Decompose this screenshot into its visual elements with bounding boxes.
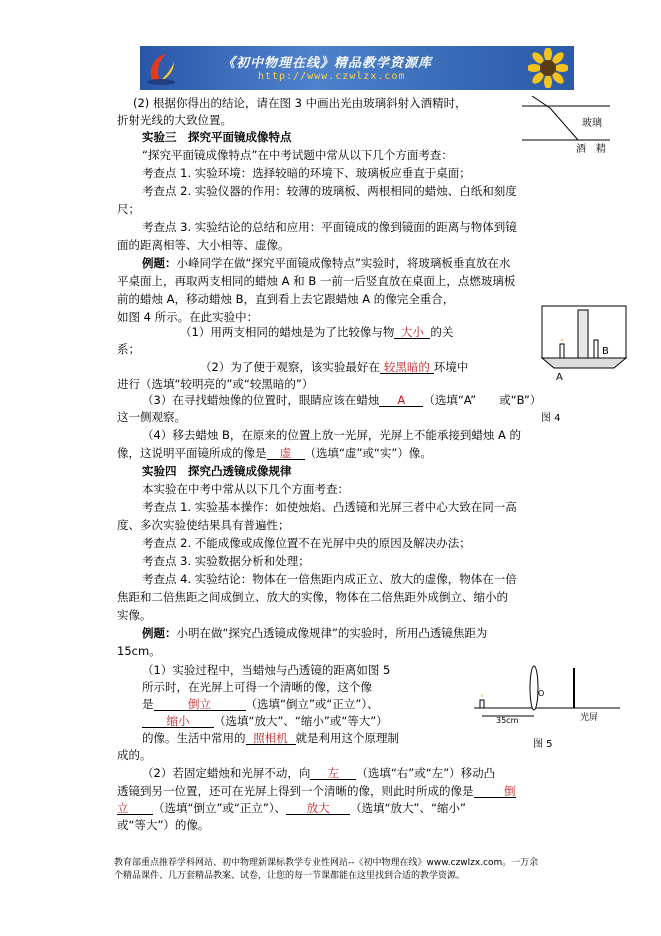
- text-line: 考查点 1. 实验基本操作：如使烛焰、凸透镜和光屏三者中心大致在同一高: [142, 500, 517, 514]
- text-span: 小明在做“探究凸透镜成像规律”的实验时，所用凸透镜焦距为: [176, 626, 488, 640]
- text-line: [142, 626, 487, 640]
- fig4-label-a: A: [556, 372, 563, 383]
- text-line: 考查点 4. 实验结论：物体在一倍焦距内成正立、放大的虚像，物体在一倍: [142, 572, 517, 586]
- answer-blank: 虚: [267, 447, 305, 460]
- text-line: “探究平面镜成像特点”在中考试题中常从以下几个方面考查：: [142, 148, 453, 162]
- text-span: 是: [142, 697, 154, 711]
- sunflower-icon: [528, 48, 568, 88]
- text-line: 焦距和二倍焦距之间成倒立、放大的实像，物体在二倍焦距外成倒立、缩小的: [117, 590, 508, 604]
- text-span: （3）在寻找蜡烛像的位置时，眼睛应该在蜡烛: [142, 393, 380, 407]
- text-line: 本实验在中考中常从以下几个方面考查：: [142, 482, 349, 496]
- footer-line: 个精品课件、几万套精品教案、试卷，让您的每一节课都能在这里找到合适的教学资源。: [114, 871, 466, 881]
- text-line: 考查点 3. 实验数据分析和处理；: [142, 554, 310, 568]
- example-label: 例题：: [142, 626, 177, 640]
- question-2: [200, 360, 468, 374]
- answer-blank: 倒立: [154, 698, 246, 711]
- text-line: 平桌面上，再取两支相同的蜡烛 A 和 B 一前一后竖直放在桌面上，点燃玻璃板: [117, 274, 516, 288]
- text-line: 所示时，在光屏上可得一个清晰的像，这个像: [142, 680, 372, 694]
- header-banner: [140, 46, 574, 90]
- answer-blank: 大小: [394, 326, 430, 339]
- text-line: 进行（选填“较明亮的”或“较黑暗的”）: [117, 377, 314, 391]
- text-line: [142, 731, 399, 745]
- fig5-distance: 35cm: [496, 716, 519, 724]
- text-span: 的像。生活中常用的: [142, 731, 246, 745]
- banner-title: 《初中物理在线》精品教学资源库: [222, 56, 433, 71]
- fig3-alcohol-label: 酒 精: [576, 144, 606, 155]
- fig5-screen-label: 光屏: [580, 713, 599, 723]
- page-footer: [114, 857, 538, 883]
- text-line: 度、多次实验使结果具有普遍性；: [117, 518, 290, 532]
- text-span: 的关: [430, 325, 454, 339]
- text-line: [117, 784, 516, 798]
- text-line: 这一侧观察。: [117, 410, 186, 424]
- text-line: 考查点 1. 实验环境：选择较暗的环境下、玻璃板应垂直于桌面；: [142, 166, 471, 180]
- figure-4-diagram: [536, 302, 632, 386]
- text-span: （选填“倒立”或“正立”）、: [245, 697, 379, 711]
- fig5-o: O: [538, 689, 545, 698]
- text-span: 小峰同学在做“探究平面镜成像特点”实验时，将玻璃板垂直放在水: [176, 256, 511, 270]
- text-span: 像，这说明平面镜所成的像是: [117, 446, 267, 460]
- text-span: （2）若固定蜡烛和光屏不动，向: [142, 766, 311, 780]
- text-line: 尺；: [117, 202, 140, 216]
- text-span: （选填“A” 或“B”）: [423, 393, 542, 407]
- section-title-exp4: 实验四 探究凸透镜成像规律: [142, 464, 292, 478]
- text-line: [142, 766, 495, 780]
- answer-blank: A: [379, 394, 423, 407]
- text-line: [117, 446, 432, 460]
- text-line: 15cm。: [117, 644, 161, 658]
- text-line: 考查点 3. 实验结论的总结和应用：平面镜成的像到镜面的距离与物体到镜: [142, 220, 517, 234]
- text-line: 成的。: [117, 748, 152, 762]
- section-title-exp3: 实验三 探究平面镜成像特点: [142, 130, 292, 144]
- answer-blank: 照相机: [246, 732, 296, 745]
- banner-url[interactable]: http://www.czwlzx.com: [258, 71, 406, 82]
- figure-3-diagram: [520, 96, 612, 156]
- text-line: 考查点 2. 不能成像或成像位置不在光屏中央的原因及解决办法；: [142, 536, 471, 550]
- glass-plate: [578, 310, 588, 358]
- answer-blank: 立: [117, 802, 153, 815]
- footer-line: 教育部重点推荐学科网站、初中物理新课标教学专业性网站--《初中物理在线》www.czwlzx.com。一万余: [114, 858, 539, 868]
- text-line: 或“等大”）的像。: [117, 818, 210, 832]
- question-1: [180, 325, 453, 339]
- candle-a: [560, 344, 564, 358]
- text-span: 环境中: [433, 360, 469, 374]
- answer-blank: 缩小: [142, 715, 214, 728]
- text-span: （选填“右”或“左”）移动凸: [356, 766, 496, 780]
- text-span: （选填“放大”、“缩小”或“等大”）: [214, 714, 388, 728]
- text-line: 系；: [117, 342, 140, 356]
- example-label: 例题：: [142, 256, 177, 270]
- question-3: [142, 393, 541, 407]
- text-line: 面的距离相等、大小相等、虚像。: [117, 238, 290, 252]
- text-span: 就是利用这个原理制: [295, 731, 399, 745]
- answer-blank: 左: [310, 767, 356, 780]
- text-span: （选填“虚”或“实”）像。: [304, 446, 432, 460]
- answer-blank: 较黑暗的: [380, 361, 434, 374]
- text-span: （1）用两支相同的蜡烛是为了比较像与物: [180, 325, 395, 339]
- text-span: （选填“倒立”或“正立”）、: [153, 801, 287, 815]
- figure-5-diagram: [472, 660, 622, 724]
- convex-lens: [530, 666, 538, 710]
- text-span: （2）为了便于观察，该实验最好在: [200, 360, 380, 374]
- site-logo-icon: [144, 50, 178, 86]
- text-line: 考查点 2. 实验仪器的作用：较薄的玻璃板、两根相同的蜡烛、白纸和刻度: [142, 184, 517, 198]
- figure-4-caption: 图 4: [541, 413, 561, 424]
- fig4-label-b: B: [602, 346, 609, 357]
- text-line: [117, 801, 466, 815]
- text-span: （选填“放大”、“缩小”: [350, 801, 466, 815]
- text-line: [142, 256, 510, 270]
- text-span: 透镜到另一位置，还可在光屏上得到一个清晰的像，则此时所成的像是: [117, 784, 474, 798]
- candle-b: [594, 340, 598, 358]
- text-line: （1）实验过程中，当蜡烛与凸透镜的距离如图 5: [142, 663, 391, 677]
- text-line: 实像。: [117, 608, 152, 622]
- text-line: 如图 4 所示。在此实验中：: [117, 310, 259, 324]
- candle: [480, 700, 484, 708]
- figure-5-caption: 图 5: [533, 739, 553, 750]
- text-line: [142, 714, 388, 728]
- answer-blank: 倒: [474, 785, 516, 798]
- text-line: 折射光线的大致位置。: [117, 113, 232, 127]
- text-line: 前的蜡烛 A，移动蜡烛 B，直到看上去它跟蜡烛 A 的像完全重合，: [117, 292, 455, 306]
- text-line: [142, 697, 379, 711]
- answer-blank: 放大: [286, 802, 350, 815]
- text-line: (2) 根据你得出的结论，请在图 3 中画出光由玻璃斜射入酒精时，: [133, 96, 467, 110]
- question-4: （4）移去蜡烛 B，在原来的位置上放一光屏，光屏上不能承接到蜡烛 A 的: [142, 428, 522, 442]
- fig3-glass-label: 玻璃: [582, 118, 602, 129]
